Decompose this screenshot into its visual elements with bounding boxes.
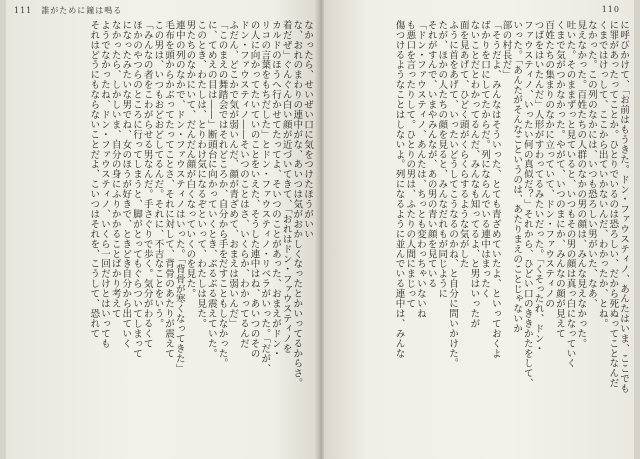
text-column: に罪があったってことか。ひとりでいるのは恐ろしい、だから死ぬってことなんだ [607, 20, 619, 389]
left-text-block [16, 20, 312, 452]
text-column: ないことだとわかってるんだ、みんなも知ってるよ、と男はいったが [468, 20, 480, 329]
text-column: それはどうにもならないことだよ、こいつはそれを、こうして、恐れて [88, 20, 100, 339]
text-column: 「みんなの者をこわがらせる男なんだ。手さぐりで歩く。気分がわるくて [141, 20, 153, 349]
text-column: くまではけっして、ここから出ていかないんだ、わかったか、とね。 [596, 20, 608, 329]
text-column: なかった。この列のなかには、いつも恐ろしい男がいた、なあ、 [585, 20, 597, 309]
text-column: カルドのほうへ行かせてたってよ、そいつのことがあった、おまえがドン・ [269, 20, 281, 359]
text-column: 着だぜ」ぐんぐん白い顔が近づいてきて、「おれはドン・ファウスティノを [280, 20, 292, 354]
text-column: 傷つけるようなことはしないよ。列になるように並んでいる連中は、みんな [393, 20, 405, 359]
text-column: なかったら、しかしいま、自分の身にふりかかることばかり考えて [109, 20, 121, 319]
text-column: な、おれのまわりの連中がな、あいつは気がおかしくなったとかいってるからさ。 [291, 20, 303, 389]
text-column: いった。「あんたがそんなこというのは、あたりまえのことじゃないか [511, 20, 523, 334]
text-column: も悪口を言ったりして。ひとりの男は、ふたりの人間にまじって [404, 20, 416, 309]
text-column: の人に向かってたいていのことをいえた、そうした連中はね、あいつのその [248, 20, 260, 359]
text-column: この男は、いつもおどおどしてるんだ。それに、不吉なことをいう。 [152, 20, 164, 329]
text-column: リコの言葉をもちだした」とドン・ファウスティノ・リベラがいった。「だが、 [259, 20, 271, 374]
text-column: このとき、わたしは、とりわけ気になるぞといって、わたしは見た。 [195, 20, 207, 329]
page-header-right: 110 [601, 5, 620, 14]
text-column: 百姓たちの集まりのなかに立っていて、ドン・ファウスティノの [543, 20, 555, 309]
right-page [324, 0, 634, 459]
text-column: くまで気がつかなかった。やがて、いつのまにか、みんなの顔が見えて [553, 20, 565, 339]
text-column: に、てめえの目は――」断頭台に向かっていくとき、ぶるぶる震えていた。 [205, 20, 217, 359]
text-column: ドン・ファウスティノ――そいつのことはさ、いくらか、わかってるんだ [237, 20, 249, 349]
text-column: ほかのやつらのところに行ってしまうと、脚がとってもぐらついてしまって [131, 20, 142, 359]
text-column: 部の村長だ」 [500, 20, 512, 80]
text-column: それがすんで、いまやみんなが、あの男の青い顔を見ている [425, 20, 437, 289]
text-column: 「このまえの舞踏会ではそれどころか、自分から手をだすこともしなかった。 [216, 20, 228, 369]
text-column: なかったら、せいぜい口に気をつけたほうがいい [302, 20, 313, 239]
text-column: つばをはいたんだ」人形がすわってるみたいだった。「くそったれ、ドン・ [532, 20, 544, 354]
text-column: ようでなかったね、ドン・ファウスティノ、いくら一回だけとはいっても [98, 20, 110, 349]
text-column: ふうに首をあげて、いったいどうしてこうなるのかね、と自分に問いかけた。 [447, 20, 458, 369]
text-column: 毛布を頭からかぶってたってことさ、それに対して、背骨のあたりが震えて [163, 20, 175, 359]
text-column: 連中の列のなかで、ドン・ファウスティノはいった。「背骨が寒くなってきた」 [173, 20, 185, 374]
text-column: 男たちのなかにいて、だんだん顔が白くなっていくのを見た。 [184, 20, 196, 299]
text-column: 「そうだよ、みんなはそういった、とても青ざめていたよ、といっておくよ [489, 20, 501, 359]
text-column: 面を見あげて、ひどく頭がくらくらするような気がした [457, 20, 469, 269]
text-column: に呼びかけて、「お前はもうきた。ドン・ファウスティノ、あんたはいま、ここでも [618, 20, 629, 394]
text-column: 見えなかった。百姓たちの人群のなかの男の顔は、みんな見えなかった。 [575, 20, 587, 349]
text-column: ふだん、どこかで気が弱いんだ、顔が青ざめて、おまえは弱いんだ」 [227, 20, 239, 329]
text-column: になったみたいな男でね、女のほうが好きで、ときどき自分から出ていく [120, 20, 132, 349]
text-column: ばかりを口にしてたからだ。列にならんでいる連中はまったく [479, 20, 491, 299]
right-text-block [340, 20, 628, 452]
left-page [6, 0, 318, 459]
page-header-left: 111 誰がために鐘は鳴る [14, 6, 123, 15]
text-column: たが、ほかの人たちの顔を見ると、みんなだれもが同じように [436, 20, 448, 299]
text-column: 吐いた。そのままずっと見ていると、いつもその男の顔は真っ白になっていく [564, 20, 576, 369]
text-column: ファウスティノ、いったい何の真似だ？」それから、ひどい口のききかたをして、 [521, 20, 533, 389]
text-column: 「ドン・ファウスティノ、あんたは、ちっとも変わっちゃいないね [414, 20, 426, 319]
